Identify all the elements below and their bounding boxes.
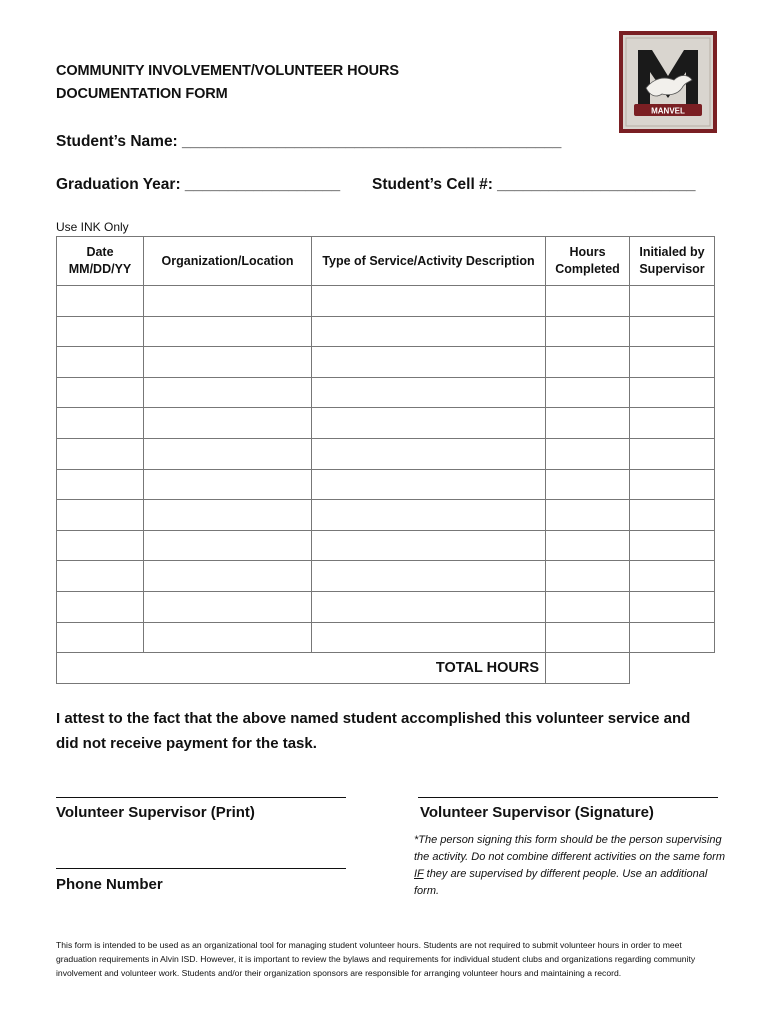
table-row	[57, 347, 715, 378]
table-cell[interactable]	[144, 438, 312, 469]
table-cell[interactable]	[144, 408, 312, 439]
table-cell[interactable]	[144, 591, 312, 622]
form-title	[56, 60, 399, 106]
table-row	[57, 377, 715, 408]
header-initialed: Initialed by Supervisor	[630, 237, 715, 286]
table-cell[interactable]	[57, 530, 144, 561]
table-cell[interactable]	[57, 622, 144, 653]
table-cell[interactable]	[630, 530, 715, 561]
school-logo-icon	[618, 30, 718, 134]
table-cell[interactable]	[57, 500, 144, 531]
supervisor-signature-label: Volunteer Supervisor (Signature)	[420, 804, 654, 821]
table-cell[interactable]	[57, 438, 144, 469]
phone-number-line[interactable]	[56, 868, 346, 869]
table-row	[57, 591, 715, 622]
table-body	[57, 286, 715, 653]
header-service-type: Type of Service/Activity Description	[312, 237, 546, 286]
supervisor-note	[414, 832, 734, 900]
table-row	[57, 408, 715, 439]
ink-only-note: Use INK Only	[56, 220, 129, 234]
table-cell[interactable]	[144, 316, 312, 347]
table-cell[interactable]	[144, 347, 312, 378]
school-logo	[618, 30, 718, 134]
table-cell[interactable]	[144, 469, 312, 500]
note-part1: *The person signing this form should be the person supervising the activity. Do not combine different activities on the same form	[414, 834, 725, 863]
table-cell[interactable]	[57, 561, 144, 592]
table-cell[interactable]	[546, 561, 630, 592]
table-cell[interactable]	[630, 316, 715, 347]
table-cell[interactable]	[546, 286, 630, 317]
footer-disclaimer: This form is intended to be used as an organizational tool for managing student volunteer hours. Students are not required to submit volunteer hours in order to meet graduation requirements in Alvin ISD. However, it is important to review the bylaws and requirements for individual student clubs and organizations regarding community involvement and volunteer work. Students and/or their organization sponsors are responsible for arranging volunteer hours and maintaining a record.	[56, 940, 696, 978]
table-cell[interactable]	[546, 377, 630, 408]
table-cell[interactable]	[546, 408, 630, 439]
table-cell[interactable]	[312, 347, 546, 378]
table-cell[interactable]	[144, 500, 312, 531]
table-cell[interactable]	[144, 561, 312, 592]
table-cell[interactable]	[144, 530, 312, 561]
table-cell[interactable]	[546, 622, 630, 653]
header-organization: Organization/Location	[144, 237, 312, 286]
note-if-word: IF	[414, 868, 424, 880]
table-cell[interactable]	[57, 591, 144, 622]
volunteer-hours-table	[56, 236, 715, 684]
graduation-year-field[interactable]: Graduation Year: __________________	[56, 176, 341, 193]
form-title-line2: DOCUMENTATION FORM	[56, 86, 228, 102]
table-row	[57, 438, 715, 469]
table-cell[interactable]	[144, 377, 312, 408]
note-part2: they are supervised by different people. Use an additional form.	[414, 868, 708, 897]
table-cell[interactable]	[57, 286, 144, 317]
table-cell[interactable]	[312, 622, 546, 653]
table-cell[interactable]	[546, 316, 630, 347]
table-cell[interactable]	[57, 469, 144, 500]
table-header-row	[57, 237, 715, 286]
table-cell[interactable]	[546, 530, 630, 561]
total-hours-label: TOTAL HOURS	[57, 653, 546, 684]
table-cell[interactable]	[546, 438, 630, 469]
table-cell[interactable]	[546, 591, 630, 622]
table-row	[57, 316, 715, 347]
table-cell[interactable]	[57, 316, 144, 347]
student-name-field[interactable]: Student’s Name: ____________________________________________	[56, 133, 562, 150]
supervisor-print-line[interactable]	[56, 797, 346, 798]
table-cell[interactable]	[144, 286, 312, 317]
table-cell[interactable]	[546, 347, 630, 378]
total-empty-cell	[630, 653, 715, 684]
phone-number-label: Phone Number	[56, 876, 163, 893]
table-cell[interactable]	[312, 469, 546, 500]
table-cell[interactable]	[630, 408, 715, 439]
table-cell[interactable]	[57, 408, 144, 439]
table-cell[interactable]	[312, 530, 546, 561]
table-cell[interactable]	[546, 500, 630, 531]
table-row	[57, 622, 715, 653]
table-row	[57, 561, 715, 592]
student-cell-field[interactable]: Student’s Cell #: _______________________	[372, 176, 696, 193]
table-cell[interactable]	[630, 347, 715, 378]
table-cell[interactable]	[312, 377, 546, 408]
table-cell[interactable]	[312, 316, 546, 347]
table-cell[interactable]	[630, 469, 715, 500]
table-cell[interactable]	[144, 622, 312, 653]
supervisor-print-label: Volunteer Supervisor (Print)	[56, 804, 255, 821]
header-hours: Hours Completed	[546, 237, 630, 286]
table-cell[interactable]	[630, 286, 715, 317]
table-cell[interactable]	[312, 500, 546, 531]
attestation-line1: I attest to the fact that the above named student accomplished this volunteer service and	[56, 710, 691, 727]
table-row	[57, 469, 715, 500]
table-row	[57, 286, 715, 317]
total-hours-row	[57, 653, 715, 684]
table-cell[interactable]	[312, 408, 546, 439]
table-cell[interactable]	[630, 622, 715, 653]
table-cell[interactable]	[57, 377, 144, 408]
table-cell[interactable]	[546, 469, 630, 500]
table-cell[interactable]	[630, 561, 715, 592]
table-cell[interactable]	[630, 500, 715, 531]
table-cell[interactable]	[312, 286, 546, 317]
table-cell[interactable]	[57, 347, 144, 378]
table-cell[interactable]	[630, 591, 715, 622]
table-cell[interactable]	[312, 438, 546, 469]
table-cell[interactable]	[312, 591, 546, 622]
total-hours-cell[interactable]	[546, 653, 630, 684]
table-cell[interactable]	[630, 438, 715, 469]
table-row	[57, 530, 715, 561]
form-title-line1: COMMUNITY INVOLVEMENT/VOLUNTEER HOURS	[56, 63, 399, 79]
table-cell[interactable]	[312, 561, 546, 592]
table-cell[interactable]	[630, 377, 715, 408]
attestation-line2: did not receive payment for the task.	[56, 735, 317, 752]
logo-banner-text: MANVEL	[651, 106, 685, 116]
supervisor-signature-line[interactable]	[418, 797, 718, 798]
header-date: Date MM/DD/YY	[57, 237, 144, 286]
attestation-text	[56, 706, 726, 756]
table-row	[57, 500, 715, 531]
